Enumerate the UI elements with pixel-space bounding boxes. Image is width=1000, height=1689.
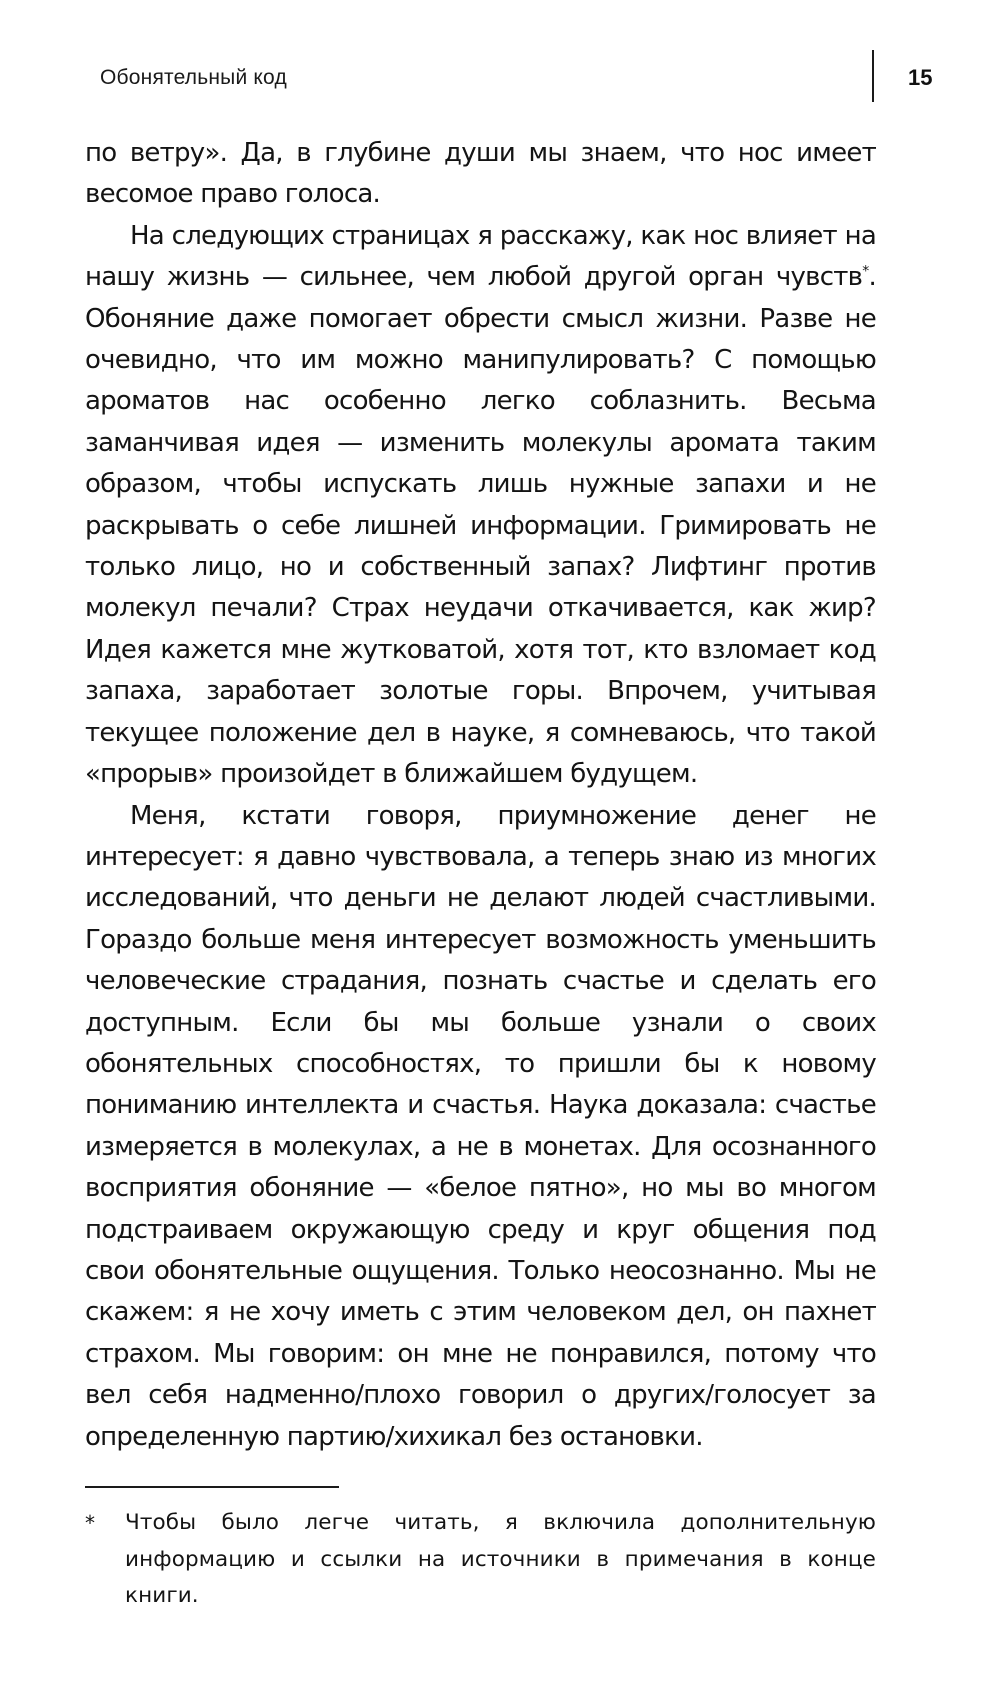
footnote-divider — [85, 1486, 339, 1488]
paragraph-3: Меня, кстати говоря, приумножение денег не интересует: я давно чувствовала, а теперь знаю из многих исследований, что деньги не делают людей счастливыми. Гораздо больше меня интересует возможность уменьшить человеческие страдания, познать счастье и сделать его доступным. Если бы мы больше узнали о своих обонятельных способностях, то пришли бы к новому пониманию интеллекта и счастья. Наука доказала: счастье измеряется в молекулах, а не в монетах. Для осознанного восприятия обоняние — «белое пятно», но мы во многом подстраиваем окружающую среду и круг общения под свои обонятельные ощущения. Только неосознанно. Мы не скажем: я не хочу иметь с этим человеком дел, он пахнет страхом. Мы говорим: он мне не понравился, потому что вел себя надменно/плохо говорил о других/голосует за определенную партию/хихикал без остановки. — [85, 800, 876, 1452]
page-number: 15 — [908, 65, 933, 90]
footnote-marker: * — [85, 1511, 95, 1535]
paragraph-2-start: На следующих страницах я расскажу, как нос влияет на нашу жизнь — сильнее, чем любой другой орган чувств — [85, 220, 876, 293]
paragraph-1: по ветру». Да, в глубине души мы знаем, что нос имеет весомое право голоса. — [85, 138, 876, 210]
footnote-reference: * — [862, 263, 869, 280]
footnote-text: Чтобы было легче читать, я включила дополнительную информацию и ссылки на источники в примечания в конце книги. — [125, 1510, 876, 1608]
header-divider — [872, 50, 874, 102]
paragraph-2-rest: . Обоняние даже помогает обрести смысл жизни. Разве не очевидно, что им можно манипулировать? С помощью ароматов нас особенно легко соблазнить. Весьма заманчивая идея — изменить молекулы аромата таким образом, чтобы испускать лишь нужные запахи и не раскрывать о себе лишней информации. Гримировать не только лицо, но и собственный запах? Лифтинг против молекул печали? Страх неудачи откачивается, как жир? Идея кажется мне жутковатой, хотя тот, кто взломает код запаха, заработает золотые горы. Впрочем, учитывая текущее положение дел в науке, я сомневаюсь, что такой «прорыв» произойдет в ближайшем будущем. — [85, 262, 876, 790]
paragraph-2 — [85, 216, 876, 796]
footnote — [85, 1505, 876, 1615]
main-text — [85, 133, 876, 1458]
running-header-title: Обонятельный код — [100, 66, 287, 89]
